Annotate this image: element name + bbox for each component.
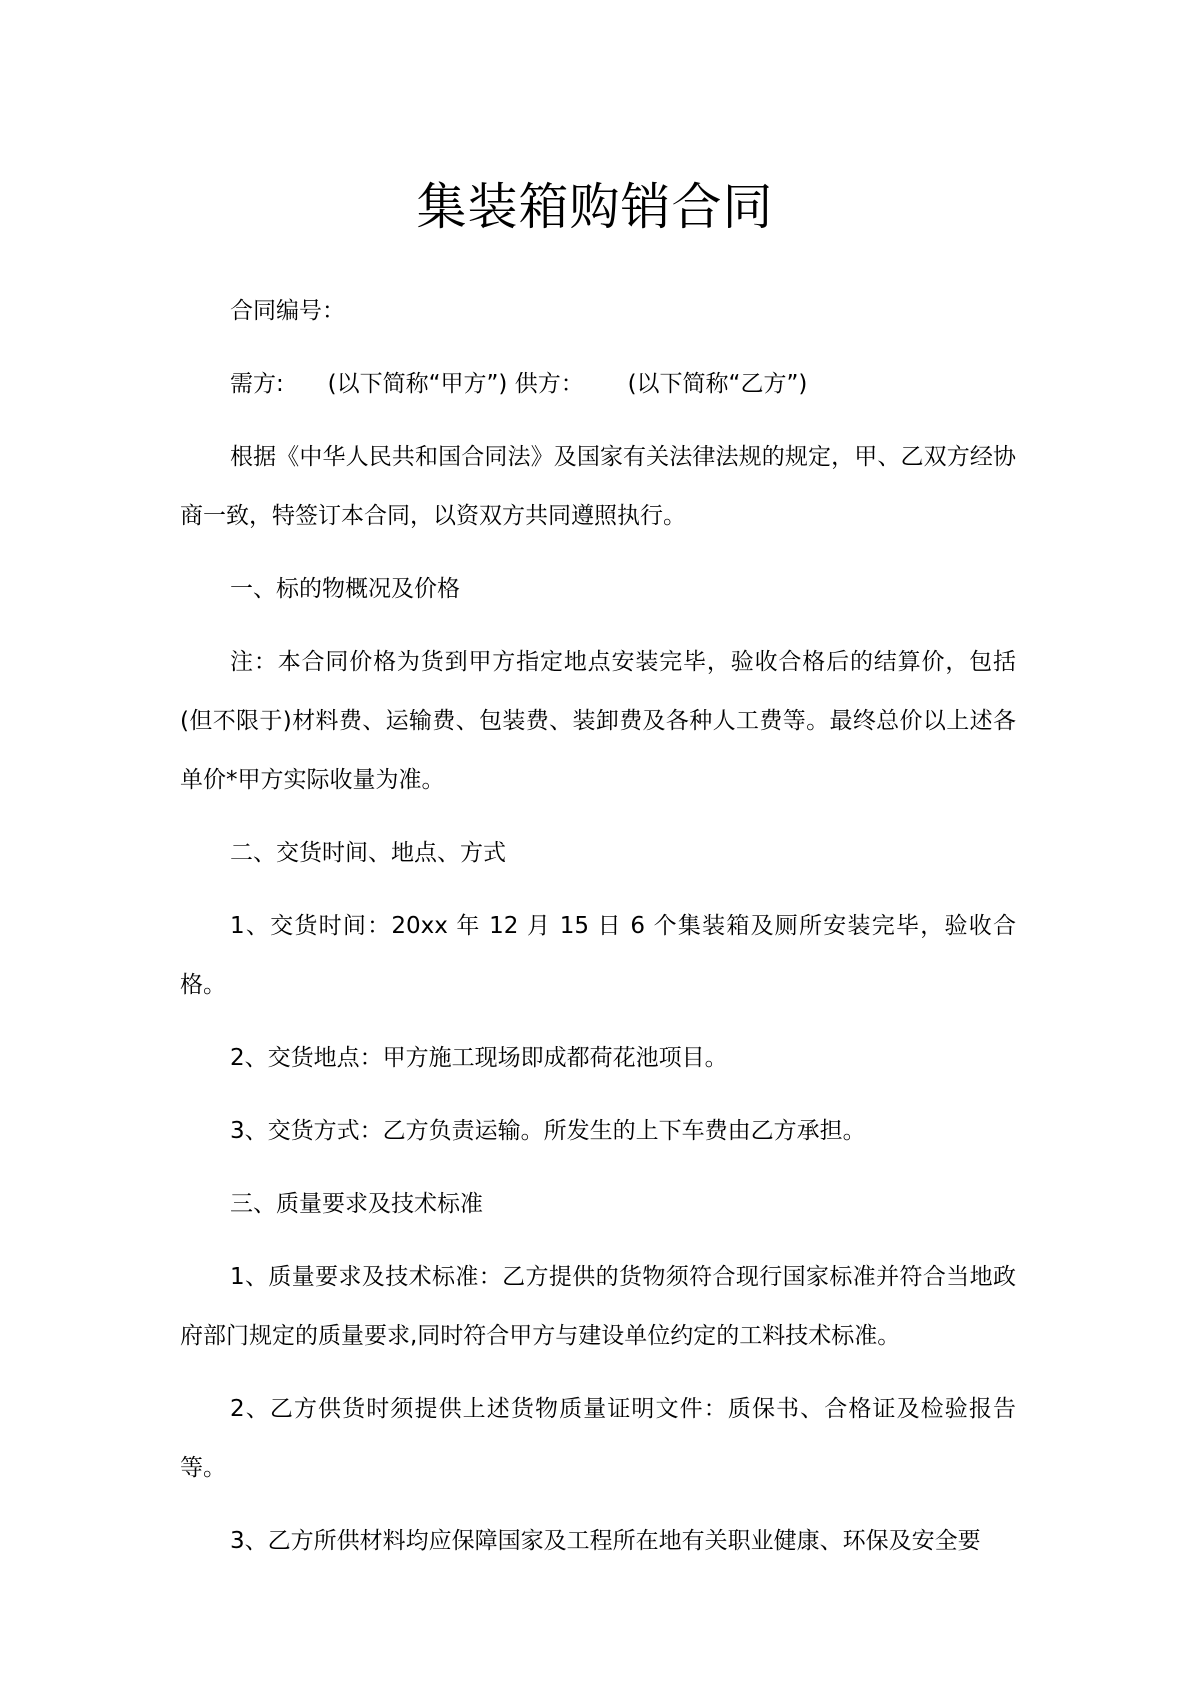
document-title: 集装箱购销合同 <box>416 178 774 236</box>
section-heading-2: 二、交货时间、地点、方式 <box>230 840 506 866</box>
section-heading-3: 三、质量要求及技术标准 <box>230 1191 483 1217</box>
section-heading-1: 一、标的物概况及价格 <box>230 576 460 602</box>
safety-requirement-item: 3、乙方所供材料均应保障国家及工程所在地有关职业健康、环保及安全要 <box>230 1528 981 1554</box>
preamble-paragraph: 根据《中华人民共和国合同法》及国家有关法律法规的规定，甲、乙双方经协商一致，特签订本合同，以资双方共同遵照执行。 <box>180 444 1016 529</box>
parties-line: 需方: (以下简称“甲方”) 供方： (以下简称“乙方”) <box>230 371 808 397</box>
delivery-time-item: 1、交货时间：20xx 年 12 月 15 日 6 个集装箱及厕所安装完毕，验收合格。 <box>180 913 1016 998</box>
contract-number-line: 合同编号： <box>230 298 345 324</box>
delivery-place-item: 2、交货地点：甲方施工现场即成都荷花池项目。 <box>230 1045 728 1071</box>
quality-certificate-item: 2、乙方供货时须提供上述货物质量证明文件：质保书、合格证及检验报告等。 <box>180 1396 1016 1481</box>
quality-standard-item: 1、质量要求及技术标准：乙方提供的货物须符合现行国家标准并符合当地政府部门规定的质量要求,同时符合甲方与建设单位约定的工料技术标准。 <box>180 1264 1016 1349</box>
price-note-paragraph: 注：本合同价格为货到甲方指定地点安装完毕，验收合格后的结算价，包括(但不限于)材料费、运输费、包装费、装卸费及各种人工费等。最终总价以上述各单价*甲方实际收量为准。 <box>180 649 1016 793</box>
document-body <box>180 282 1016 1571</box>
delivery-method-item: 3、交货方式：乙方负责运输。所发生的上下车费由乙方承担。 <box>230 1118 866 1144</box>
